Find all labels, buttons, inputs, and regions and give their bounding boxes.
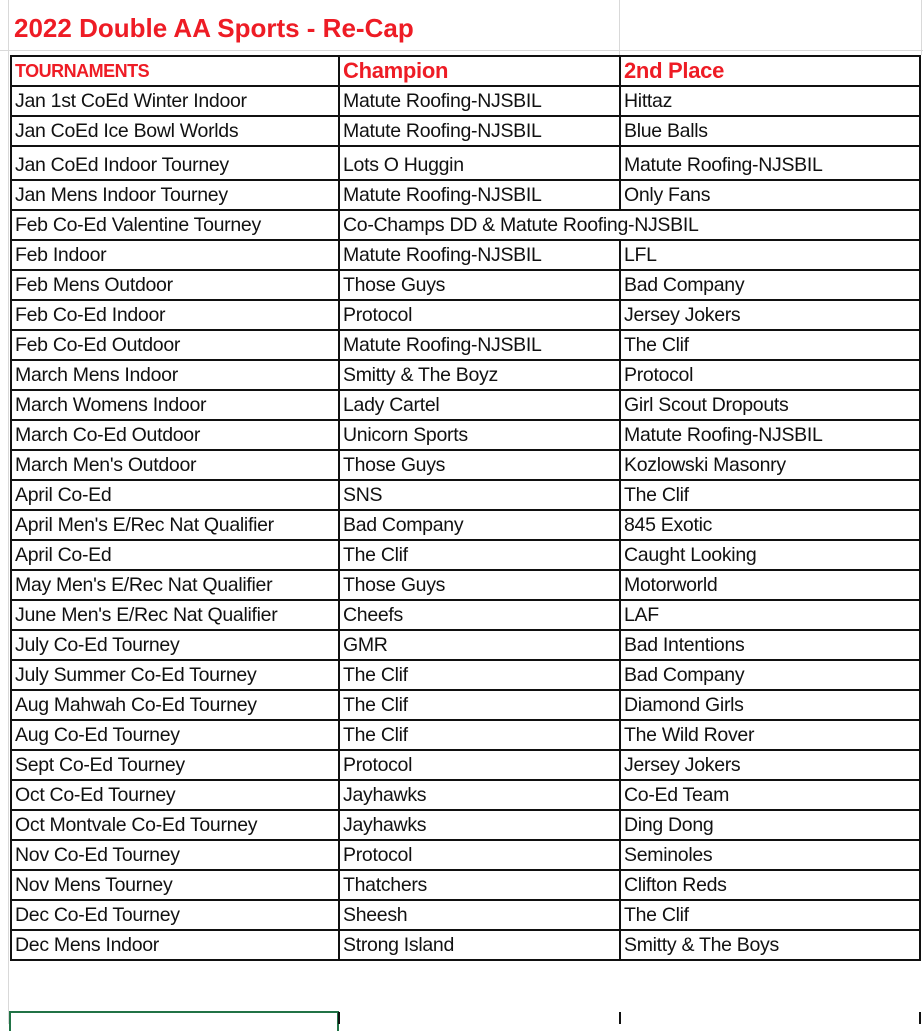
table-row — [11, 870, 920, 900]
tournament-cell[interactable]: Jan CoEd Ice Bowl Worlds — [11, 116, 339, 146]
table-row — [11, 330, 920, 360]
table-row — [11, 780, 920, 810]
second-place-cell[interactable]: The Clif — [620, 900, 920, 930]
tournament-cell[interactable]: July Summer Co-Ed Tourney — [11, 660, 339, 690]
second-place-cell[interactable]: Co-Ed Team — [620, 780, 920, 810]
tournament-cell[interactable]: June Men's E/Rec Nat Qualifier — [11, 600, 339, 630]
champion-cell[interactable]: Cheefs — [339, 600, 620, 630]
champion-cell[interactable]: Co-Champs DD & Matute Roofing-NJSBIL — [339, 210, 920, 240]
champion-cell[interactable]: Matute Roofing-NJSBIL — [339, 240, 620, 270]
champion-cell[interactable]: Unicorn Sports — [339, 420, 620, 450]
recap-table — [10, 55, 921, 961]
table-row — [11, 360, 920, 390]
header-champion[interactable]: Champion — [339, 56, 620, 86]
header-second-place[interactable]: 2nd Place — [620, 56, 920, 86]
table-row — [11, 750, 920, 780]
champion-cell[interactable]: Lady Cartel — [339, 390, 620, 420]
second-place-cell[interactable]: Hittaz — [620, 86, 920, 116]
table-row — [11, 146, 920, 180]
table-row — [11, 690, 920, 720]
champion-cell[interactable]: Smitty & The Boyz — [339, 360, 620, 390]
table-row — [11, 480, 920, 510]
tournament-cell[interactable]: March Mens Indoor — [11, 360, 339, 390]
second-place-cell[interactable]: Seminoles — [620, 840, 920, 870]
table-row — [11, 240, 920, 270]
champion-cell[interactable]: Those Guys — [339, 570, 620, 600]
second-place-cell[interactable]: Caught Looking — [620, 540, 920, 570]
champion-cell[interactable]: Matute Roofing-NJSBIL — [339, 116, 620, 146]
tournament-cell[interactable]: Feb Indoor — [11, 240, 339, 270]
table-row — [11, 720, 920, 750]
tournament-cell[interactable]: Feb Co-Ed Outdoor — [11, 330, 339, 360]
champion-cell[interactable]: Sheesh — [339, 900, 620, 930]
second-place-cell[interactable]: The Clif — [620, 330, 920, 360]
gridline — [919, 1012, 921, 1024]
gridline — [619, 0, 620, 55]
gridline — [0, 50, 923, 51]
second-place-cell[interactable]: Motorworld — [620, 570, 920, 600]
champion-cell[interactable]: Jayhawks — [339, 780, 620, 810]
second-place-cell[interactable]: Jersey Jokers — [620, 750, 920, 780]
second-place-cell[interactable]: Bad Company — [620, 660, 920, 690]
table-row — [11, 450, 920, 480]
tournament-cell[interactable]: Feb Co-Ed Valentine Tourney — [11, 210, 339, 240]
second-place-cell[interactable]: Smitty & The Boys — [620, 930, 920, 960]
second-place-cell[interactable]: Matute Roofing-NJSBIL — [620, 420, 920, 450]
champion-cell[interactable]: Those Guys — [339, 450, 620, 480]
selected-cell[interactable] — [9, 1011, 339, 1031]
champion-cell[interactable]: Strong Island — [339, 930, 620, 960]
table-row — [11, 660, 920, 690]
second-place-cell[interactable]: Kozlowski Masonry — [620, 450, 920, 480]
table-row — [11, 300, 920, 330]
gridline — [619, 1012, 621, 1024]
tournament-cell[interactable]: Dec Co-Ed Tourney — [11, 900, 339, 930]
champion-cell[interactable]: SNS — [339, 480, 620, 510]
champion-cell[interactable]: Matute Roofing-NJSBIL — [339, 86, 620, 116]
second-place-cell[interactable]: Matute Roofing-NJSBIL — [620, 146, 920, 180]
tournament-cell[interactable]: Feb Co-Ed Indoor — [11, 300, 339, 330]
second-place-cell[interactable]: LFL — [620, 240, 920, 270]
second-place-cell[interactable]: Protocol — [620, 360, 920, 390]
gridline — [8, 0, 9, 1024]
second-place-cell[interactable]: Girl Scout Dropouts — [620, 390, 920, 420]
tournament-cell[interactable]: April Co-Ed — [11, 540, 339, 570]
table-row — [11, 810, 920, 840]
tournament-cell[interactable]: Nov Mens Tourney — [11, 870, 339, 900]
table-row — [11, 840, 920, 870]
champion-cell[interactable]: Thatchers — [339, 870, 620, 900]
tournament-cell[interactable]: Aug Mahwah Co-Ed Tourney — [11, 690, 339, 720]
champion-cell[interactable]: Jayhawks — [339, 810, 620, 840]
header-row — [11, 56, 920, 86]
table-row — [11, 540, 920, 570]
second-place-cell[interactable]: Jersey Jokers — [620, 300, 920, 330]
tournament-cell[interactable]: Feb Mens Outdoor — [11, 270, 339, 300]
champion-cell[interactable]: Matute Roofing-NJSBIL — [339, 330, 620, 360]
tournament-cell[interactable]: Dec Mens Indoor — [11, 930, 339, 960]
second-place-cell[interactable]: Bad Intentions — [620, 630, 920, 660]
table-row — [11, 600, 920, 630]
tournament-cell[interactable]: Nov Co-Ed Tourney — [11, 840, 339, 870]
champion-cell[interactable]: The Clif — [339, 660, 620, 690]
tournament-cell[interactable]: May Men's E/Rec Nat Qualifier — [11, 570, 339, 600]
second-place-cell[interactable]: 845 Exotic — [620, 510, 920, 540]
champion-cell[interactable]: Protocol — [339, 750, 620, 780]
tournament-cell[interactable]: Aug Co-Ed Tourney — [11, 720, 339, 750]
sheet-title[interactable]: 2022 Double AA Sports - Re-Cap — [14, 13, 414, 43]
tournament-cell[interactable]: March Co-Ed Outdoor — [11, 420, 339, 450]
second-place-cell[interactable]: Blue Balls — [620, 116, 920, 146]
table-row — [11, 116, 920, 146]
second-place-cell[interactable]: Diamond Girls — [620, 690, 920, 720]
champion-cell[interactable]: GMR — [339, 630, 620, 660]
champion-cell[interactable]: Protocol — [339, 300, 620, 330]
gridline — [338, 1012, 340, 1024]
tournament-cell[interactable]: April Men's E/Rec Nat Qualifier — [11, 510, 339, 540]
tournament-cell[interactable]: Jan Mens Indoor Tourney — [11, 180, 339, 210]
table-row — [11, 390, 920, 420]
champion-cell[interactable]: Those Guys — [339, 270, 620, 300]
header-tournaments[interactable]: TOURNAMENTS — [11, 56, 339, 86]
table-row — [11, 180, 920, 210]
table-row — [11, 86, 920, 116]
gridline — [921, 0, 922, 55]
second-place-cell[interactable]: Ding Dong — [620, 810, 920, 840]
champion-cell[interactable]: Matute Roofing-NJSBIL — [339, 180, 620, 210]
second-place-cell[interactable]: Only Fans — [620, 180, 920, 210]
second-place-cell[interactable]: Clifton Reds — [620, 870, 920, 900]
tournament-cell[interactable]: Oct Montvale Co-Ed Tourney — [11, 810, 339, 840]
second-place-cell[interactable]: Bad Company — [620, 270, 920, 300]
second-place-cell[interactable]: The Clif — [620, 480, 920, 510]
table-row — [11, 930, 920, 960]
tournament-cell[interactable]: March Men's Outdoor — [11, 450, 339, 480]
table-row — [11, 570, 920, 600]
tournament-cell[interactable]: April Co-Ed — [11, 480, 339, 510]
second-place-cell[interactable]: LAF — [620, 600, 920, 630]
champion-cell[interactable]: Bad Company — [339, 510, 620, 540]
tournament-cell[interactable]: Sept Co-Ed Tourney — [11, 750, 339, 780]
tournament-cell[interactable]: Jan CoEd Indoor Tourney — [11, 146, 339, 180]
tournament-cell[interactable]: July Co-Ed Tourney — [11, 630, 339, 660]
table-row — [11, 270, 920, 300]
tournament-cell[interactable]: March Womens Indoor — [11, 390, 339, 420]
table-row — [11, 420, 920, 450]
champion-cell[interactable]: Lots O Huggin — [339, 146, 620, 180]
tournament-cell[interactable]: Jan 1st CoEd Winter Indoor — [11, 86, 339, 116]
champion-cell[interactable]: The Clif — [339, 540, 620, 570]
table-row — [11, 210, 920, 240]
champion-cell[interactable]: Protocol — [339, 840, 620, 870]
table-row — [11, 900, 920, 930]
champion-cell[interactable]: The Clif — [339, 720, 620, 750]
second-place-cell[interactable]: The Wild Rover — [620, 720, 920, 750]
tournament-cell[interactable]: Oct Co-Ed Tourney — [11, 780, 339, 810]
table-row — [11, 630, 920, 660]
table-row — [11, 510, 920, 540]
champion-cell[interactable]: The Clif — [339, 690, 620, 720]
